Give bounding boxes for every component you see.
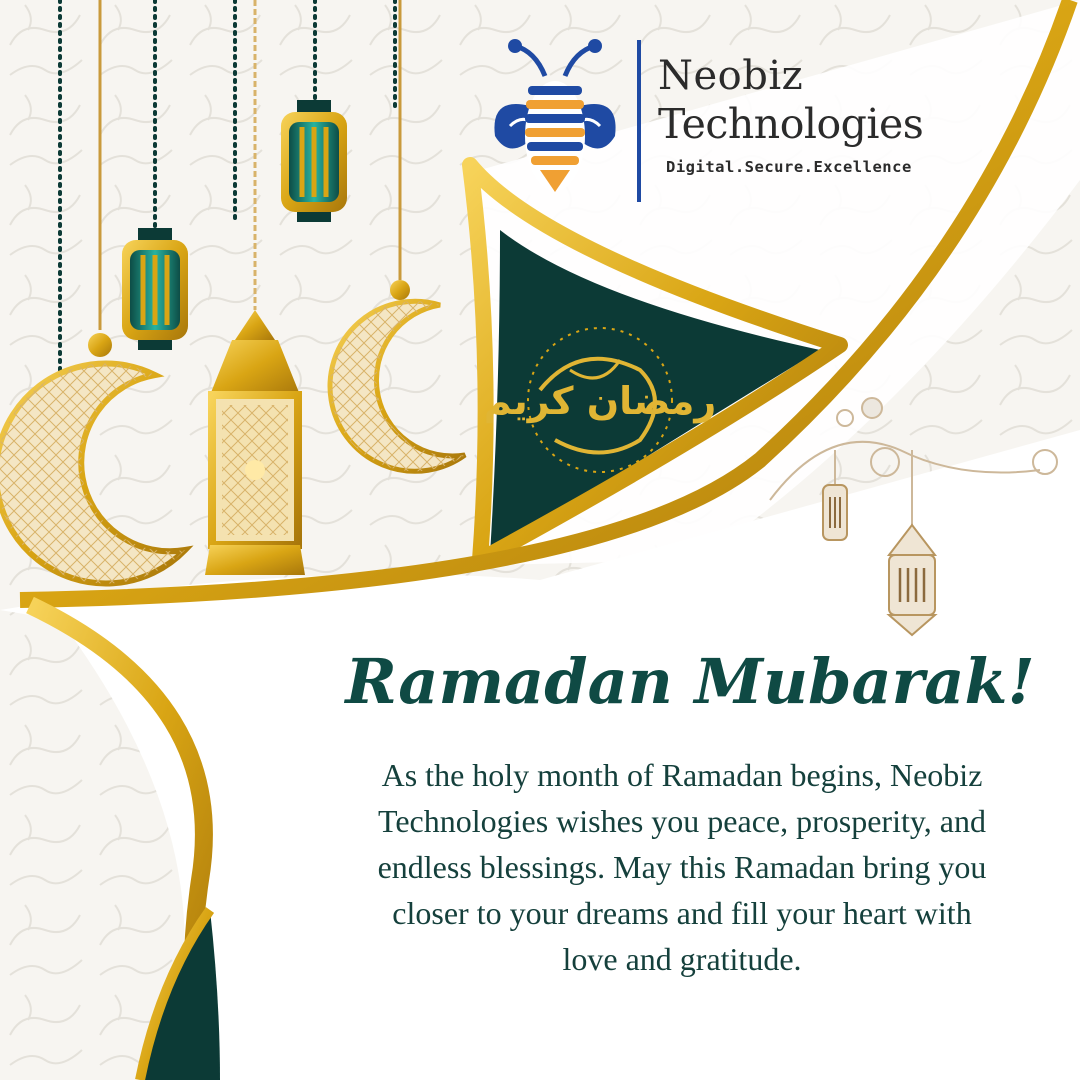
greeting-headline: Ramadan Mubarak! (345, 645, 1035, 718)
brand-name-line2: Technologies (658, 100, 924, 148)
brand-logo (490, 36, 990, 206)
calligraphy-text: رمضان كريم (483, 379, 717, 423)
bee-icon (490, 36, 620, 196)
brand-name: Neobiz (658, 53, 804, 99)
hanging-lantern-icon (281, 100, 347, 222)
hanging-lantern-icon (122, 228, 188, 350)
greeting-message: As the holy month of Ramadan begins, Neobiz Technologies wishes you peace, prosperity, and endless blessings. May this Ramadan bring you closer to your dreams and fill your heart with love and gratitude. (377, 757, 987, 977)
brand-tagline: Digital.Secure.Excellence (666, 158, 912, 176)
logo-divider (637, 40, 641, 202)
hanging-lantern-icon (823, 485, 847, 540)
